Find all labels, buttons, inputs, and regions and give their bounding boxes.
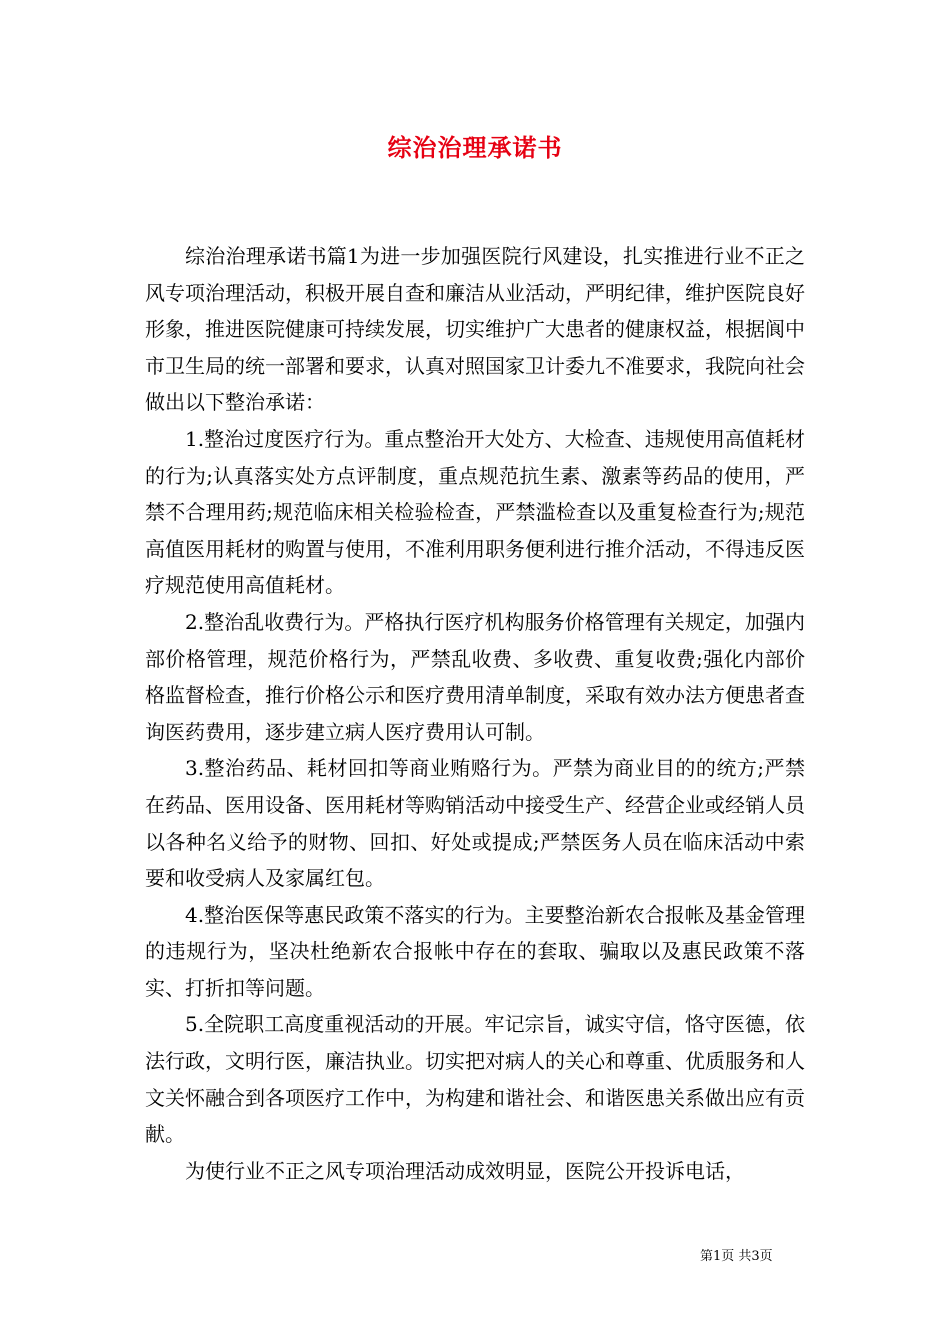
document-body — [145, 238, 805, 1189]
paragraph-item-1: 1.整治过度医疗行为。重点整治开大处方、大检查、违规使用高值耗材的行为;认真落实处方点评制度，重点规范抗生素、激素等药品的使用，严禁不合理用药;规范临床相关检验检查，严禁滥检查以及重复检查行为;规范高值医用耗材的购置与使用，不准利用职务便利进行推介活动，不得违反医疗规范使用高值耗材。 — [145, 426, 805, 598]
paragraph-item-3: 3.整治药品、耗材回扣等商业贿赂行为。严禁为商业目的的统方;严禁在药品、医用设备、医用耗材等购销活动中接受生产、经营企业或经销人员以各种名义给予的财物、回扣、好处或提成;严禁医务人员在临床活动中索要和收受病人及家属红包。 — [145, 756, 805, 891]
page-number: 第1页 共3页 — [700, 1249, 773, 1264]
paragraph-item-4: 4.整治医保等惠民政策不落实的行为。主要整治新农合报帐及基金管理的违规行为，坚决杜绝新农合报帐中存在的套取、骗取以及惠民政策不落实、打折扣等问题。 — [145, 902, 805, 1000]
paragraph-item-5: 5.全院职工高度重视活动的开展。牢记宗旨，诚实守信，恪守医德，依法行政，文明行医，廉洁执业。切实把对病人的关心和尊重、优质服务和人文关怀融合到各项医疗工作中，为构建和谐社会、和谐医患关系做出应有贡献。 — [145, 1012, 805, 1147]
paragraph-closing: 为使行业不正之风专项治理活动成效明显，医院公开投诉电话， — [185, 1158, 745, 1183]
document-title: 综治治理承诺书 — [387, 133, 563, 162]
paragraph-item-2: 2.整治乱收费行为。严格执行医疗机构服务价格管理有关规定，加强内部价格管理，规范价格行为，严禁乱收费、多收费、重复收费;强化内部价格监督检查，推行价格公示和医疗费用清单制度，采取有效办法方便患者查询医药费用，逐步建立病人医疗费用认可制。 — [145, 609, 805, 744]
paragraph-intro: 综治治理承诺书篇1为进一步加强医院行风建设，扎实推进行业不正之风专项治理活动，积极开展自查和廉洁从业活动，严明纪律，维护医院良好形象，推进医院健康可持续发展，切实维护广大患者的健康权益，根据阆中市卫生局的统一部署和要求，认真对照国家卫计委九不准要求，我院向社会做出以下整治承诺： — [145, 244, 805, 415]
